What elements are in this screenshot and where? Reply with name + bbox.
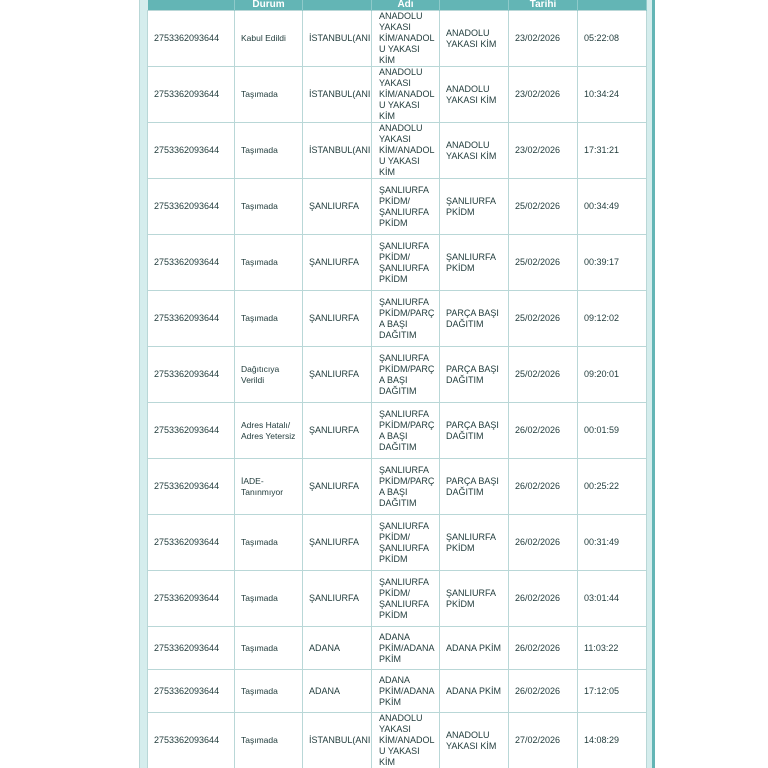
cell-province: İSTANBUL(ANI — [303, 123, 372, 179]
header-cell — [148, 0, 235, 11]
cell-branch: ANADOLU YAKASI KİM — [440, 67, 509, 123]
cell-unit-name: ŞANLIURFA PKİDM/PARÇA BAŞI DAĞITIM — [372, 403, 440, 459]
table-row — [148, 291, 647, 347]
cell-province: İSTANBUL(ANI — [303, 713, 372, 768]
cell-tracking-number: 2753362093644 — [148, 179, 235, 235]
cell-status: İADE-Tanınmıyor — [235, 459, 303, 515]
cell-date: 25/02/2026 — [509, 235, 578, 291]
table-row — [148, 459, 647, 515]
cell-unit-name: ANADOLU YAKASI KİM/ANADOLU YAKASI KİM — [372, 713, 440, 768]
cell-province: ADANA — [303, 627, 372, 670]
table-row — [148, 627, 647, 670]
header-cell-tarihi: Tarihi — [509, 0, 578, 11]
cell-unit-name: ANADOLU YAKASI KİM/ANADOLU YAKASI KİM — [372, 11, 440, 67]
table-row — [148, 403, 647, 459]
cell-province: ŞANLIURFA — [303, 235, 372, 291]
table-row — [148, 179, 647, 235]
cell-province: ŞANLIURFA — [303, 347, 372, 403]
cell-time: 14:08:29 — [578, 713, 647, 768]
cell-branch: ANADOLU YAKASI KİM — [440, 123, 509, 179]
frame-right-edge — [652, 0, 655, 768]
cell-date: 23/02/2026 — [509, 11, 578, 67]
cell-tracking-number: 2753362093644 — [148, 627, 235, 670]
cell-branch: ANADOLU YAKASI KİM — [440, 11, 509, 67]
cell-branch: PARÇA BAŞI DAĞITIM — [440, 347, 509, 403]
cell-time: 03:01:44 — [578, 571, 647, 627]
cell-status: Taşımada — [235, 291, 303, 347]
cell-status: Taşımada — [235, 123, 303, 179]
cell-status: Taşımada — [235, 67, 303, 123]
shipment-tracking-table — [147, 0, 647, 768]
cell-time: 05:22:08 — [578, 11, 647, 67]
cell-date: 23/02/2026 — [509, 123, 578, 179]
cell-branch: PARÇA BAŞI DAĞITIM — [440, 459, 509, 515]
cell-unit-name: ŞANLIURFA PKİDM/ ŞANLIURFA PKİDM — [372, 235, 440, 291]
cell-tracking-number: 2753362093644 — [148, 670, 235, 713]
cell-date: 26/02/2026 — [509, 627, 578, 670]
table-row — [148, 347, 647, 403]
table-row — [148, 713, 647, 768]
cell-date: 25/02/2026 — [509, 291, 578, 347]
cell-time: 17:12:05 — [578, 670, 647, 713]
header-cell — [440, 0, 509, 11]
table-header-row — [148, 0, 647, 11]
cell-status: Kabul Edildi — [235, 11, 303, 67]
cell-province: ŞANLIURFA — [303, 459, 372, 515]
cell-tracking-number: 2753362093644 — [148, 235, 235, 291]
cell-status: Dağıtıcıya Verildi — [235, 347, 303, 403]
cell-branch: ŞANLIURFA PKİDM — [440, 571, 509, 627]
cell-status: Taşımada — [235, 670, 303, 713]
cell-date: 26/02/2026 — [509, 670, 578, 713]
header-cell — [303, 0, 372, 11]
cell-unit-name: ŞANLIURFA PKİDM/PARÇA BAŞI DAĞITIM — [372, 347, 440, 403]
cell-tracking-number: 2753362093644 — [148, 67, 235, 123]
cell-province: ADANA — [303, 670, 372, 713]
cell-unit-name: ŞANLIURFA PKİDM/PARÇA BAŞI DAĞITIM — [372, 459, 440, 515]
cell-time: 09:20:01 — [578, 347, 647, 403]
header-cell — [578, 0, 647, 11]
cell-tracking-number: 2753362093644 — [148, 713, 235, 768]
cell-unit-name: ANADOLU YAKASI KİM/ANADOLU YAKASI KİM — [372, 67, 440, 123]
cell-branch: ŞANLIURFA PKİDM — [440, 235, 509, 291]
cell-province: ŞANLIURFA — [303, 179, 372, 235]
cell-time: 10:34:24 — [578, 67, 647, 123]
table-row — [148, 670, 647, 713]
cell-status: Taşımada — [235, 515, 303, 571]
cell-province: İSTANBUL(ANI — [303, 67, 372, 123]
cell-status: Taşımada — [235, 235, 303, 291]
cell-status: Taşımada — [235, 713, 303, 768]
cell-date: 26/02/2026 — [509, 571, 578, 627]
cell-tracking-number: 2753362093644 — [148, 571, 235, 627]
cell-province: ŞANLIURFA — [303, 403, 372, 459]
header-cell-adi: Adı — [372, 0, 440, 11]
cell-tracking-number: 2753362093644 — [148, 291, 235, 347]
cell-unit-name: ANADOLU YAKASI KİM/ANADOLU YAKASI KİM — [372, 123, 440, 179]
cell-status: Taşımada — [235, 627, 303, 670]
header-cell-durum: Durum — [235, 0, 303, 11]
cell-tracking-number: 2753362093644 — [148, 515, 235, 571]
cell-date: 26/02/2026 — [509, 515, 578, 571]
cell-tracking-number: 2753362093644 — [148, 11, 235, 67]
cell-time: 00:39:17 — [578, 235, 647, 291]
cell-date: 23/02/2026 — [509, 67, 578, 123]
cell-unit-name: ADANA PKİM/ADANA PKİM — [372, 670, 440, 713]
cell-province: ŞANLIURFA — [303, 515, 372, 571]
cell-time: 00:31:49 — [578, 515, 647, 571]
cell-time: 09:12:02 — [578, 291, 647, 347]
cell-unit-name: ŞANLIURFA PKİDM/ ŞANLIURFA PKİDM — [372, 571, 440, 627]
cell-unit-name: ŞANLIURFA PKİDM/ ŞANLIURFA PKİDM — [372, 179, 440, 235]
cell-date: 26/02/2026 — [509, 403, 578, 459]
cell-unit-name: ŞANLIURFA PKİDM/PARÇA BAŞI DAĞITIM — [372, 291, 440, 347]
cell-time: 17:31:21 — [578, 123, 647, 179]
table-row — [148, 67, 647, 123]
cell-unit-name: ŞANLIURFA PKİDM/ ŞANLIURFA PKİDM — [372, 515, 440, 571]
cell-unit-name: ADANA PKİM/ADANA PKİM — [372, 627, 440, 670]
cell-branch: ŞANLIURFA PKİDM — [440, 179, 509, 235]
table-row — [148, 571, 647, 627]
table-row — [148, 515, 647, 571]
cell-date: 26/02/2026 — [509, 459, 578, 515]
cell-date: 27/02/2026 — [509, 713, 578, 768]
cell-branch: ADANA PKİM — [440, 627, 509, 670]
cell-tracking-number: 2753362093644 — [148, 403, 235, 459]
cell-tracking-number: 2753362093644 — [148, 459, 235, 515]
cell-time: 00:25:22 — [578, 459, 647, 515]
cell-tracking-number: 2753362093644 — [148, 123, 235, 179]
cell-status: Taşımada — [235, 179, 303, 235]
cell-branch: ŞANLIURFA PKİDM — [440, 515, 509, 571]
cell-status: Adres Hatalı/ Adres Yetersiz — [235, 403, 303, 459]
table-row — [148, 235, 647, 291]
cell-province: ŞANLIURFA — [303, 291, 372, 347]
table-row — [148, 11, 647, 67]
cell-province: İSTANBUL(ANI — [303, 11, 372, 67]
cell-branch: PARÇA BAŞI DAĞITIM — [440, 291, 509, 347]
cell-time: 00:34:49 — [578, 179, 647, 235]
cell-date: 25/02/2026 — [509, 179, 578, 235]
cell-date: 25/02/2026 — [509, 347, 578, 403]
cell-status: Taşımada — [235, 571, 303, 627]
cell-time: 11:03:22 — [578, 627, 647, 670]
cell-branch: ANADOLU YAKASI KİM — [440, 713, 509, 768]
cell-time: 00:01:59 — [578, 403, 647, 459]
cell-branch: ADANA PKİM — [440, 670, 509, 713]
table-row — [148, 123, 647, 179]
cell-tracking-number: 2753362093644 — [148, 347, 235, 403]
cell-branch: PARÇA BAŞI DAĞITIM — [440, 403, 509, 459]
cell-province: ŞANLIURFA — [303, 571, 372, 627]
